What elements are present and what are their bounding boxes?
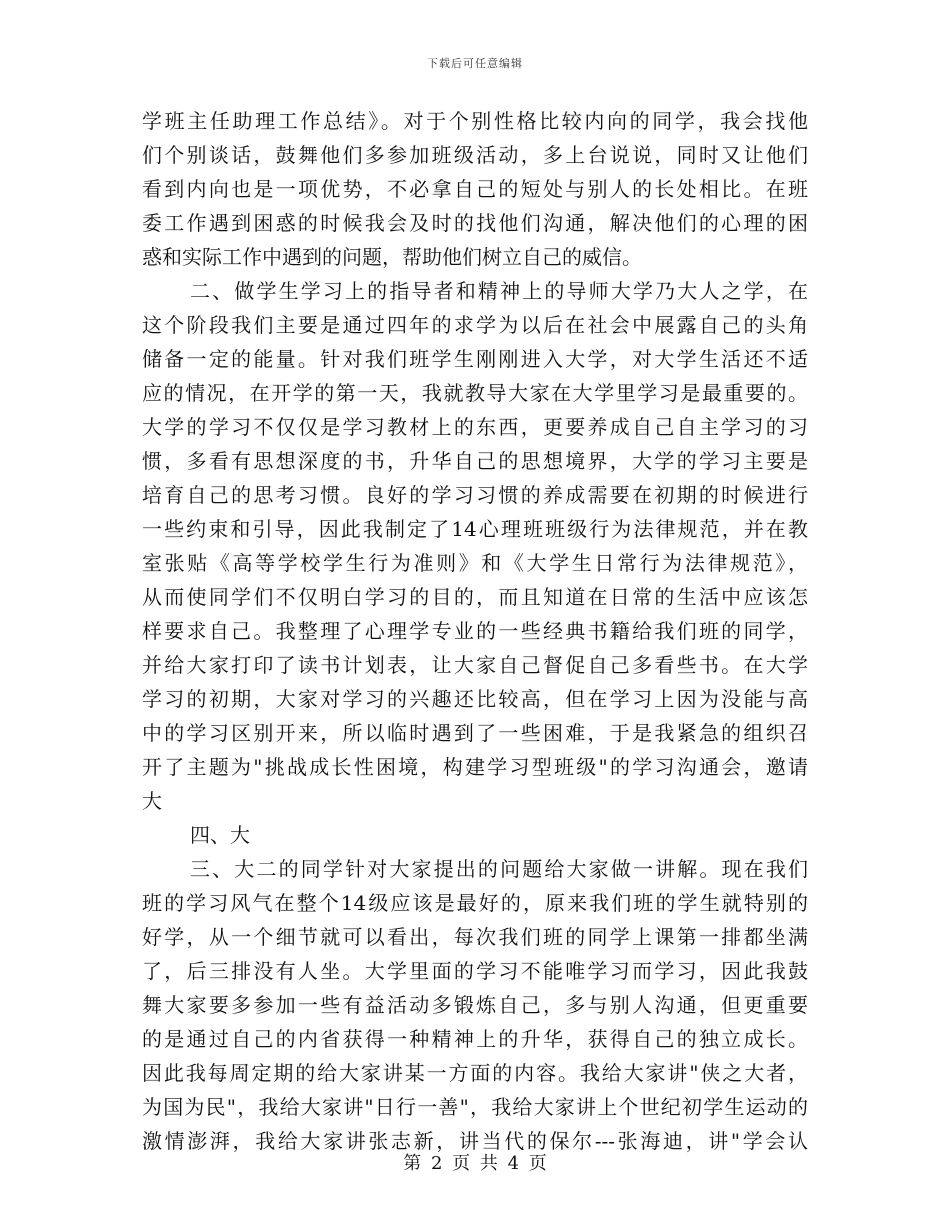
text-line: 中的学习区别开来，所以临时遇到了一些困难，于是我紧急的组织召 bbox=[142, 721, 808, 745]
text-line: 从而使同学们不仅明白学习的目的，而且知道在日常的生活中应该怎 bbox=[142, 585, 808, 609]
text-line: 这个阶段我们主要是通过四年的求学为以后在社会中展露自己的头角 bbox=[142, 313, 808, 337]
text-line: 为国为民"，我给大家讲"日行一善"，我给大家讲上个世纪初学生运动的 bbox=[142, 1095, 808, 1119]
text-line: 好学，从一个细节就可以看出，每次我们班的同学上课第一排都坐满 bbox=[142, 925, 808, 949]
paragraph-start: 四、大 bbox=[190, 823, 250, 847]
text-line: 大学的学习不仅仅是学习教材上的东西，更要养成自己自主学习的习 bbox=[142, 415, 808, 439]
text-line: 开了主题为"挑战成长性困境，构建学习型班级"的学习沟通会，邀请 bbox=[142, 755, 808, 779]
text-line: 学习的初期，大家对学习的兴趣还比较高，但在学习上因为没能与高 bbox=[142, 687, 808, 711]
text-line: 惯，多看有思想深度的书，升华自己的思想境界，大学的学习主要是 bbox=[142, 449, 808, 473]
text-line: 室张贴《高等学校学生行为准则》和《大学生日常行为法律规范》， bbox=[142, 551, 808, 575]
text-line: 看到内向也是一项优势，不必拿自己的短处与别人的长处相比。在班 bbox=[142, 177, 808, 201]
page-number: 第 2 页 共 4 页 bbox=[403, 1153, 547, 1174]
text-line: 舞大家要多参加一些有益活动多锻炼自己，多与别人沟通，但更重要 bbox=[142, 993, 808, 1017]
text-line: 了，后三排没有人坐。大学里面的学习不能唯学习而学习，因此我鼓 bbox=[142, 959, 808, 983]
text-line: 因此我每周定期的给大家讲某一方面的内容。我给大家讲"侠之大者， bbox=[142, 1061, 808, 1085]
paragraph-start: 三、大二的同学针对大家提出的问题给大家做一讲解。现在我们 bbox=[190, 857, 808, 881]
text-line: 惑和实际工作中遇到的问题，帮助他们树立自己的威信。 bbox=[142, 245, 642, 269]
text-line: 的是通过自己的内省获得一种精神上的升华，获得自己的独立成长。 bbox=[142, 1027, 808, 1051]
text-line: 学班主任助理工作总结》。对于个别性格比较内向的同学，我会找他 bbox=[142, 109, 808, 133]
text-line: 激情澎湃，我给大家讲张志新，讲当代的保尔---张海迪，讲"学会认 bbox=[142, 1129, 808, 1153]
text-line: 应的情况，在开学的第一天，我就教导大家在大学里学习是最重要的。 bbox=[142, 381, 808, 405]
document-body bbox=[142, 104, 808, 1158]
text-line: 们个别谈话，鼓舞他们多参加班级活动，多上台说说，同时又让他们 bbox=[142, 143, 808, 167]
paragraph-start: 二、做学生学习上的指导者和精神上的导师大学乃大人之学，在 bbox=[190, 279, 808, 303]
text-line: 样要求自己。我整理了心理学专业的一些经典书籍给我们班的同学， bbox=[142, 619, 808, 643]
text-line: 一些约束和引导，因此我制定了14心理班班级行为法律规范，并在教 bbox=[142, 517, 808, 541]
text-line: 储备一定的能量。针对我们班学生刚刚进入大学，对大学生活还不适 bbox=[142, 347, 808, 371]
text-line: 班的学习风气在整个14级应该是最好的，原来我们班的学生就特别的 bbox=[142, 891, 808, 915]
text-line: 大 bbox=[142, 789, 162, 813]
text-line: 委工作遇到困惑的时候我会及时的找他们沟通，解决他们的心理的困 bbox=[142, 211, 808, 235]
page-header: 下载后可任意编辑 bbox=[427, 57, 523, 70]
text-line: 培育自己的思考习惯。良好的学习习惯的养成需要在初期的时候进行 bbox=[142, 483, 808, 507]
text-line: 并给大家打印了读书计划表，让大家自己督促自己多看些书。在大学 bbox=[142, 653, 808, 677]
